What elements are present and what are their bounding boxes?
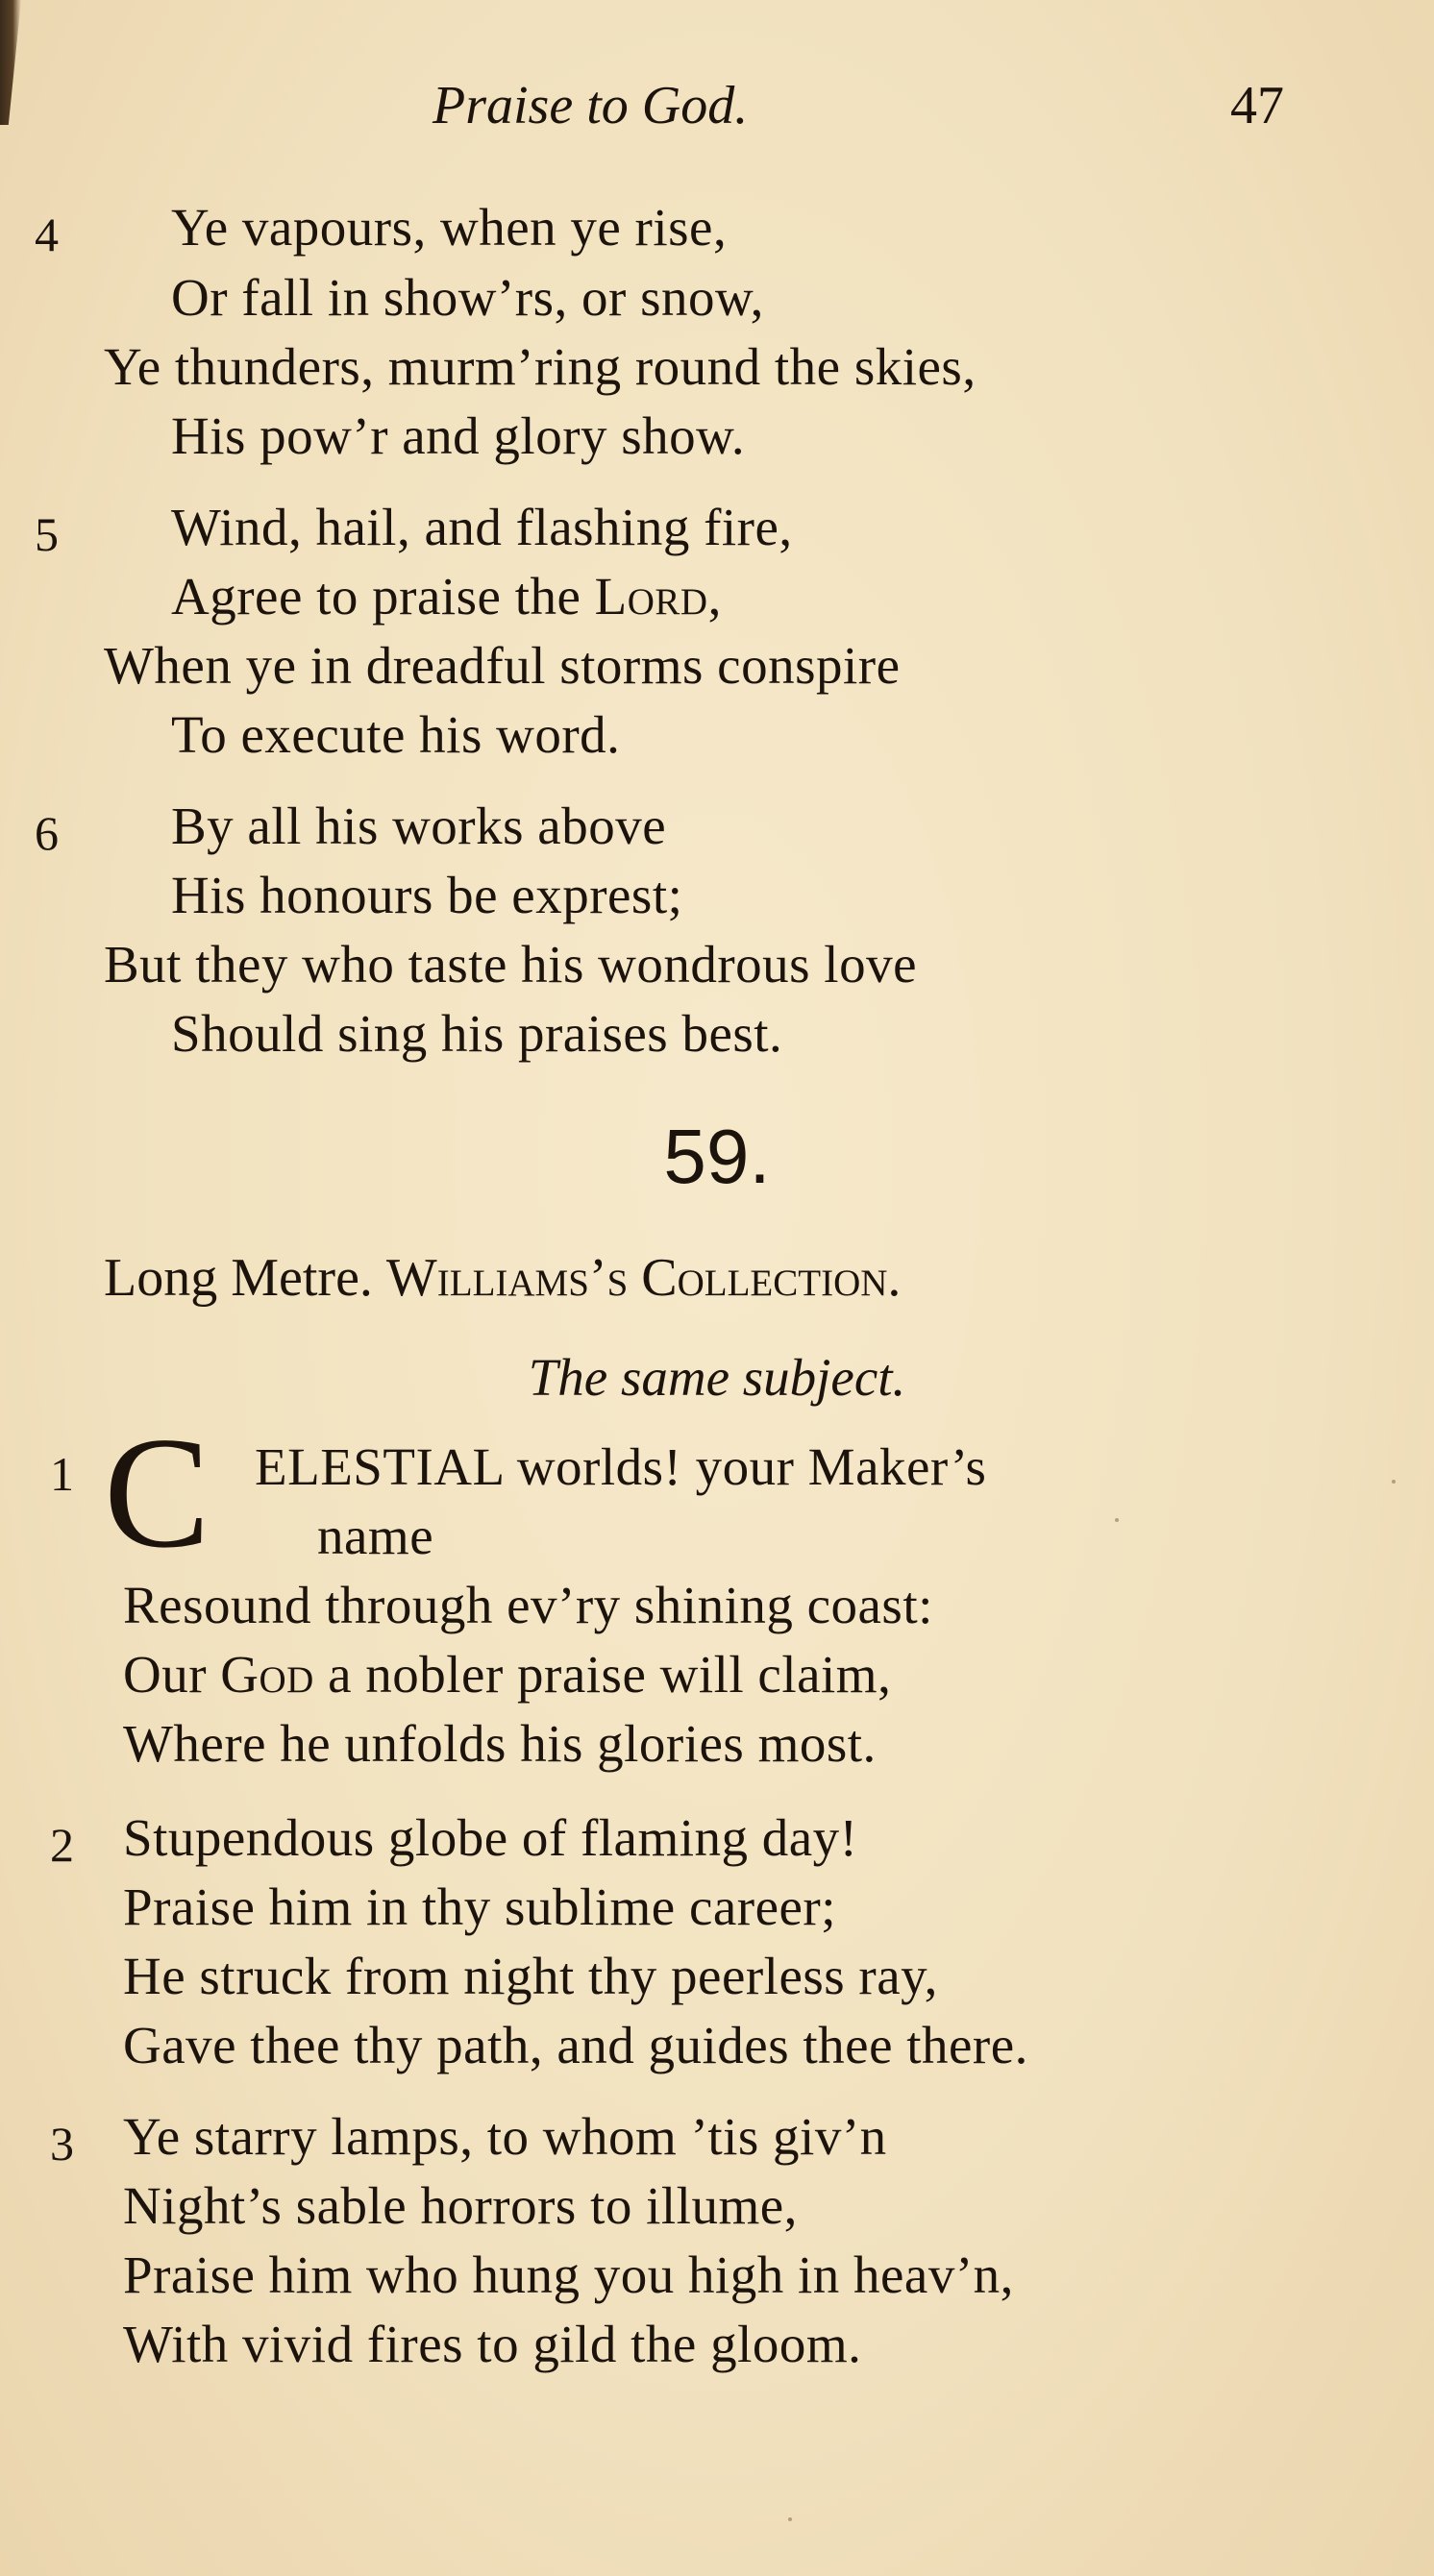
verse-line: Ye vapours, when ye rise, <box>171 198 728 257</box>
hymn-number: 59. <box>663 1114 771 1199</box>
running-head <box>0 75 1434 152</box>
verse-line: Should sing his praises best. <box>171 1004 783 1063</box>
meter-label: Long Metre. <box>104 1248 373 1308</box>
verse-line <box>123 1644 891 1705</box>
verse-line: Or fall in show’rs, or snow, <box>171 268 764 327</box>
paper-speck <box>788 2517 792 2521</box>
verse-number-3: 3 <box>50 2117 74 2171</box>
verse-line: With vivid fires to gild the gloom. <box>123 2315 862 2373</box>
page-number: 47 <box>1230 76 1284 135</box>
verse-number-2: 2 <box>50 1818 74 1872</box>
verse-line: Wind, hail, and flashing fire, <box>171 498 793 556</box>
meter-line <box>104 1247 901 1309</box>
verse-text: a nobler praise will claim, <box>328 1645 892 1704</box>
verse-line: By all his works above <box>171 797 667 855</box>
verse-line: ELESTIAL worlds! your Maker’s <box>255 1437 987 1496</box>
verse-line: Ye starry lamps, to whom ’tis giv’n <box>123 2107 887 2166</box>
verse-line: Night’s sable horrors to illume, <box>123 2176 798 2235</box>
verse-text: Agree to praise the <box>171 567 581 626</box>
verse-line: To execute his word. <box>171 705 621 764</box>
verse-line: Ye thunders, murm’ring round the skies, <box>104 337 977 396</box>
verse-line: Resound through ev’ry shining coast: <box>123 1576 933 1634</box>
verse-line: His pow’r and glory show. <box>171 406 746 465</box>
verse-line: Praise him who hung you high in heav’n, <box>123 2245 1014 2304</box>
verse-punctuation: , <box>707 567 722 626</box>
source-label: Williams’s Collection. <box>385 1248 902 1308</box>
verse-line: Where he unfolds his glories most. <box>123 1714 877 1773</box>
paper-speck <box>1115 1518 1119 1522</box>
drop-cap: C <box>104 1404 210 1581</box>
verse-number-1: 1 <box>50 1447 74 1501</box>
verse-line: Stupendous globe of flaming day! <box>123 1808 858 1867</box>
verse-line: His honours be exprest; <box>171 866 683 924</box>
verse-text: Our <box>123 1645 208 1704</box>
verse-line: Praise him in thy sublime career; <box>123 1877 837 1936</box>
verse-line: He struck from night thy peerless ray, <box>123 1947 938 2005</box>
verse-number-5: 5 <box>35 507 59 561</box>
running-title: Praise to God. <box>433 76 749 135</box>
verse-number-4: 4 <box>35 208 59 261</box>
verse-line: But they who taste his wondrous love <box>104 935 917 994</box>
verse-line <box>171 566 722 626</box>
hymn-subject: The same subject. <box>528 1348 906 1407</box>
divine-name-god: God <box>220 1645 314 1704</box>
verse-line: When ye in dreadful storms conspire <box>104 636 901 695</box>
paper-speck <box>1392 1480 1396 1484</box>
verse-line: name <box>317 1507 434 1565</box>
divine-name-lord: Lord <box>594 567 708 626</box>
verse-number-6: 6 <box>35 806 59 860</box>
verse-line: Gave thee thy path, and guides thee there. <box>123 2016 1028 2074</box>
